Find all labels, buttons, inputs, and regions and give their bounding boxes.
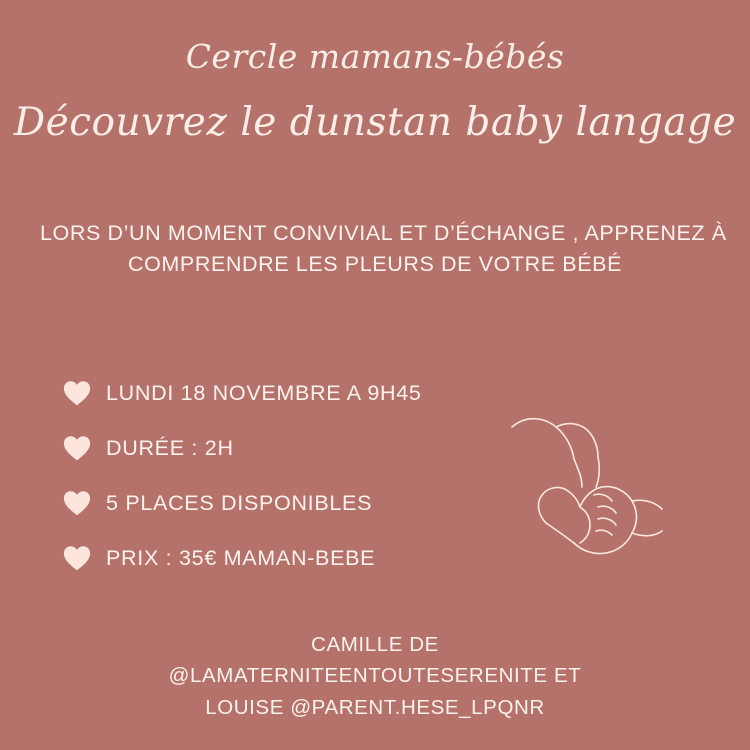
subheadline-line-2: COMPRENDRE LES PLEURS DE VOTRE BÉBÉ: [127, 252, 623, 277]
list-item-label: 5 PLACES DISPONIBLES: [106, 490, 373, 515]
heart-icon: [62, 433, 92, 463]
footer-line-2: @LAMATERNITEENTOUTESERENITE ET: [168, 664, 582, 688]
footer-line-1: CAMILLE DE: [311, 632, 439, 656]
list-item-label: LUNDI 18 NOVEMBRE A 9H45: [106, 380, 422, 405]
subheadline-line-1: LORS D’UN MOMENT CONVIVIAL ET D’ÉCHANGE , APPRENEZ À: [40, 221, 727, 245]
details-list: [62, 378, 482, 598]
list-item: [62, 433, 482, 463]
list-item: [62, 378, 482, 408]
headline-block: [0, 0, 750, 148]
headline-line-2: Découvrez le dunstan baby langage: [13, 100, 737, 146]
headline-line-1: Cercle mamans-bébés: [185, 37, 565, 76]
heart-icon: [62, 543, 92, 573]
list-item-label: PRIX : 35€ MAMAN-BEBE: [106, 545, 376, 570]
list-item-label: DURÉE : 2H: [106, 435, 234, 460]
list-item: [62, 543, 482, 573]
heart-icon: [62, 488, 92, 518]
heart-icon: [62, 378, 92, 408]
list-item: [62, 488, 482, 518]
footer-credits: [0, 629, 750, 724]
footer-line-3: LOUISE @PARENT.HESE_LPQNR: [205, 696, 545, 720]
hand-holding-baby-finger-illustration: [482, 405, 692, 580]
subheadline-block: [0, 218, 750, 280]
